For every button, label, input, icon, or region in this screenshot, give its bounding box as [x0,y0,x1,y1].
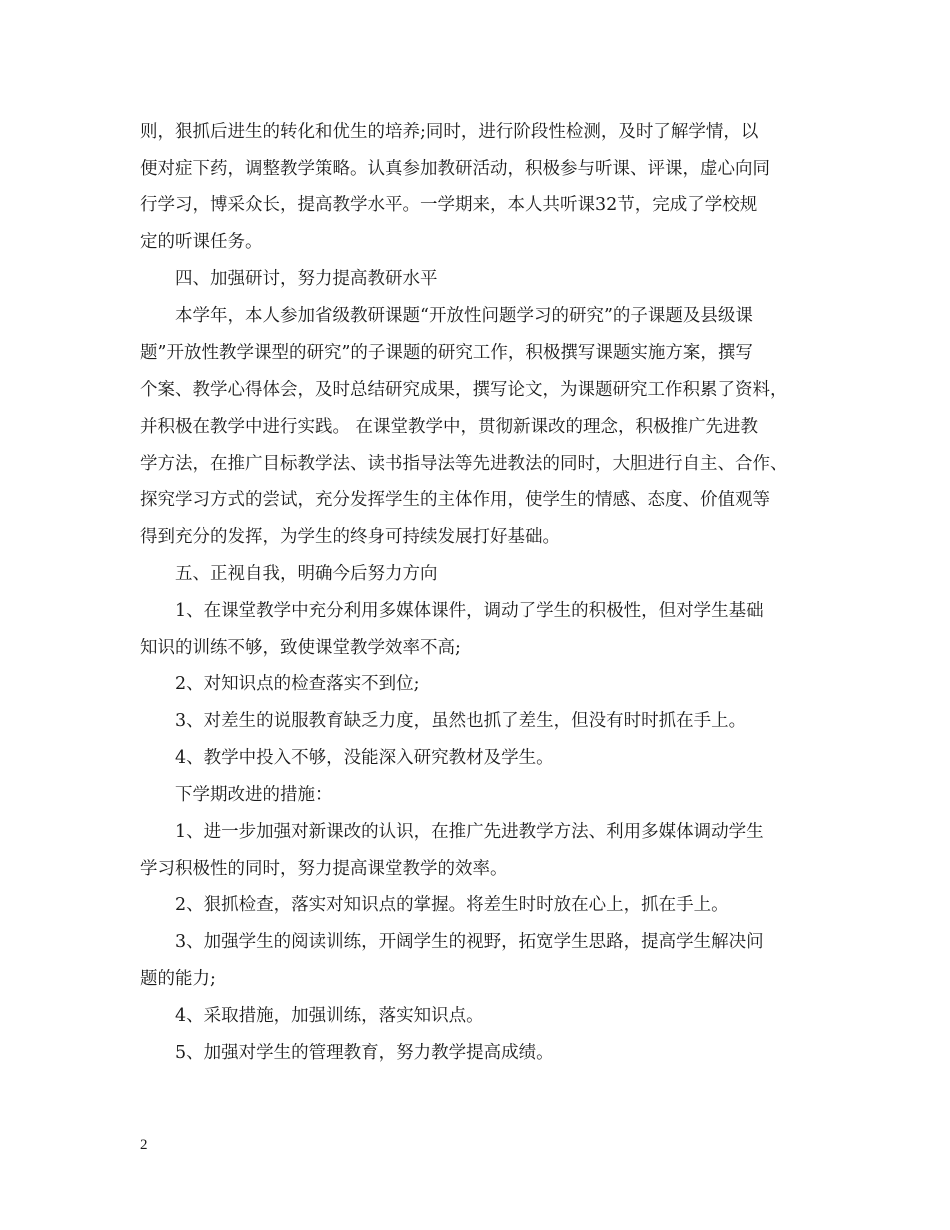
list-item: 1、在课堂教学中充分利用多媒体课件，调动了学生的积极性，但对学生基础 [175,601,764,621]
list-item: 4、教学中投入不够，没能深入研究教材及学生。 [175,748,554,768]
body-text-line: 并积极在教学中进行实践。 在课堂教学中，贯彻新课改的理念，积极推广先进教 [140,417,759,437]
body-text-line: 本学年，本人参加省级教研课题“开放性问题学习的研究”的子课题及县级课 [175,306,753,326]
list-item: 5、加强对学生的管理教育，努力教学提高成绩。 [175,1043,554,1063]
body-text-line: 学习积极性的同时，努力提高课堂教学的效率。 [140,859,508,879]
list-item: 2、对知识点的检查落实不到位; [175,674,420,694]
section-heading-5: 五、正视自我，明确今后努力方向 [175,564,438,584]
list-item: 4、采取措施，加强训练，落实知识点。 [175,1006,484,1026]
body-text-line: 探究学习方式的尝试，充分发挥学生的主体作用，使学生的情感、态度、价值观等 [140,490,770,510]
section-heading-4: 四、加强研讨，努力提高教研水平 [175,269,438,289]
list-item: 3、对差生的说服教育缺乏力度，虽然也抓了差生，但没有时时抓在手上。 [175,711,747,731]
list-item: 3、加强学生的阅读训练，开阔学生的视野，拓宽学生思路，提高学生解决问 [175,932,764,952]
body-text-line: 题”开放性教学课型的研究”的子课题的研究工作，积极撰写课题实施方案，撰写 [140,343,753,363]
body-text-line: 题的能力; [140,969,216,989]
body-text-line: 知识的训练不够，致使课堂教学效率不高; [140,638,461,658]
body-text-line: 行学习，博采众长，提高教学水平。一学期来，本人共听课32节，完成了学校规 [140,195,758,215]
body-text-line: 便对症下药，调整教学策略。认真参加教研活动，积极参与听课、评课，虚心向同 [140,159,770,179]
list-item: 1、进一步加强对新课改的认识，在推广先进教学方法、利用多媒体调动学生 [175,822,764,842]
body-text-line: 学方法，在推广目标教学法、读书指导法等先进教法的同时，大胆进行自主、合作、 [140,454,788,474]
body-text-line: 定的听课任务。 [140,232,263,252]
body-text-line: 得到充分的发挥，为学生的终身可持续发展打好基础。 [140,527,560,547]
body-text-line: 则，狠抓后进生的转化和优生的培养;同时，进行阶段性检测，及时了解学情，以 [140,122,759,142]
body-text-line: 个案、教学心得体会，及时总结研究成果，撰写论文，为课题研究工作积累了资料， [140,380,788,400]
page-number: 2 [140,1137,148,1153]
subheading: 下学期改进的措施： [175,785,333,805]
list-item: 2、狠抓检查，落实对知识点的掌握。将差生时时放在心上，抓在手上。 [175,895,729,915]
